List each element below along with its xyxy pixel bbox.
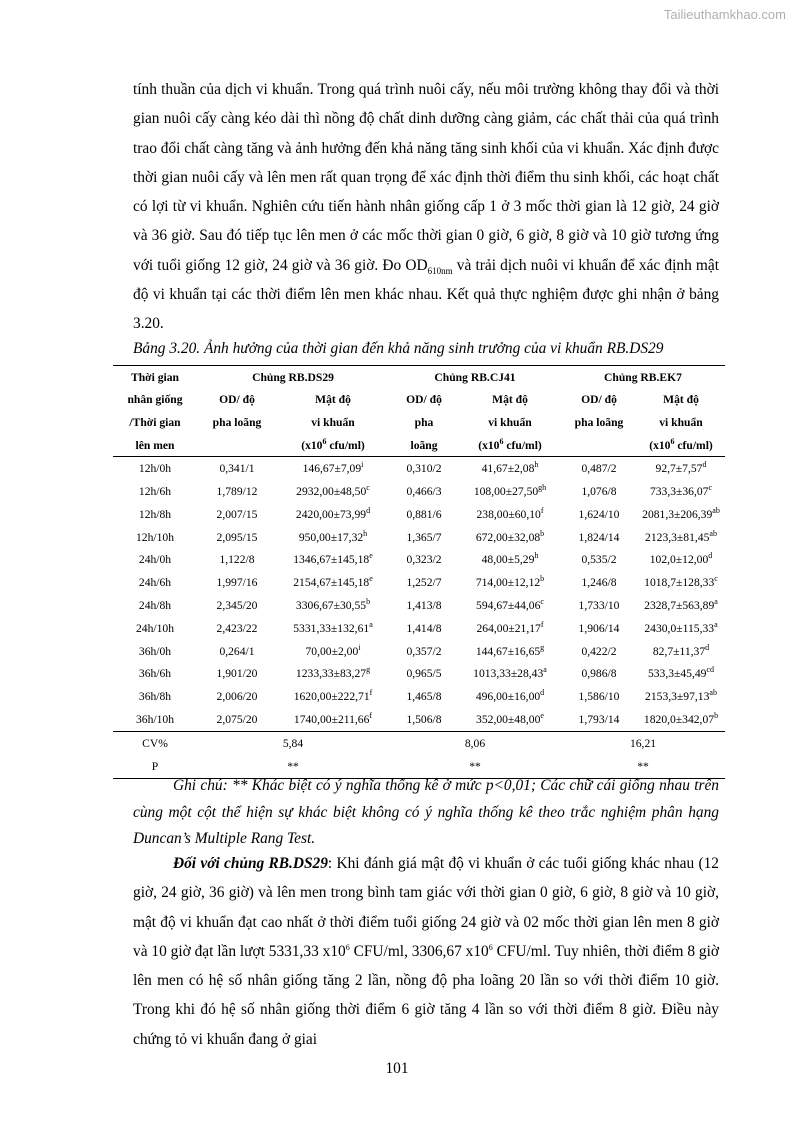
table-row [113, 663, 725, 686]
table-cell: 1,586/10 [578, 690, 620, 704]
table-cell: 1,624/10 [578, 507, 620, 521]
table-cell: 1820,0±342,07$^b$ [637, 708, 725, 731]
table-cell: 1,413/8 [406, 599, 442, 613]
table-cell: 82,7±11,37$^d$ [652, 642, 710, 658]
strain-header-cj41: Chủng RB.CJ41 [389, 366, 561, 389]
table-cell: 1740,00±211,66$^f$ [277, 708, 389, 731]
table-cell: 41,67±2,08$^h$ [481, 460, 539, 476]
ds29-paragraph: Đối với chủng RB.DS29: Khi đánh giá mật độ vi khuẩn ở các tuổi giống khác nhau (12 giờ, 24 giờ, 36 giờ) và lên men trong bình tam giác với thời gian 0 giờ, 6 giờ, 8 giờ và 10 giờ, mật độ vi khuẩn đạt cao nhất ở thời điểm tuổi giống 24 giờ và 02 mốc thời gian lên men 8 giờ và 10 giờ đạt lần lượt 5331,33 $x10^6$ CFU/ml, 3306,67 $x10^6$ CFU/ml. Tuy nhiên, thời điểm 8 giờ lên men có hệ số nhân giống tăng 2 lần, nồng độ pha loãng 20 lần so với thời điểm 10 giờ. Trong khi đó hệ số nhân giống thời điểm 6 giờ tăng 4 lần so với thời điểm 8 giờ. Điều này chứng tỏ vi khuẩn đang ở giai [133, 855, 719, 1048]
table-row [113, 685, 725, 708]
table-cell: 36h/6h [138, 667, 172, 681]
density-header-cj41: Mật độ [492, 393, 528, 407]
table-cell: 1,901/20 [216, 667, 258, 681]
table-cell: 2123,3±81,45$^{ab}$ [645, 528, 717, 544]
table-cell: 12h/8h [138, 507, 172, 521]
watermark: Tailieuthamkhao.com [663, 7, 786, 22]
strain-header-ek7: Chủng RB.EK7 [561, 366, 725, 389]
table-cell: 24h/10h [135, 621, 174, 635]
table-cell: 0,986/8 [581, 667, 617, 681]
table-cell: 0,357/2 [406, 644, 442, 658]
table-cell: 0,466/3 [406, 485, 442, 499]
table-cell: $70,00\pm 2,00^i$ [305, 642, 361, 658]
table-cell: 92,7±7,57$^d$ [655, 460, 707, 476]
table-cell: 1,789/12 [216, 485, 258, 499]
density-header-ds29: Mật độ [315, 393, 351, 407]
table-cell: 2,423/22 [216, 621, 258, 635]
table-cell: 0,535/2 [581, 553, 617, 567]
table-cell: 0,422/2 [581, 644, 617, 658]
table-cell: 264,00±21,17$^f$ [476, 619, 544, 635]
table-cell: 1,414/8 [406, 621, 442, 635]
table-note: Ghi chú: ** Khác biệt có ý nghĩa thống kê ở mức p<0,01; Các chữ cái giống nhau trên cùng một cột thể hiện sự khác biệt không có ý nghĩa thống kê theo trắc nghiệm phân hạng Duncan’s Multiple Rang Test. [133, 777, 719, 847]
page-number: 101 [385, 1060, 409, 1077]
table-cell: 1018,7±128,33$^c$ [644, 574, 718, 590]
table-cell: 1,824/14 [578, 530, 620, 544]
table-row [113, 457, 725, 480]
table-cell: 2,007/15 [216, 507, 258, 521]
table-cell: 1,365/7 [406, 530, 442, 544]
table-cell: 36h/0h [138, 644, 172, 658]
table-cell: 496,00±16,00$^d$ [475, 688, 545, 704]
table-row [113, 526, 725, 549]
table-cell: 0,881/6 [406, 507, 442, 521]
table-cell: 950,00±17,32$^h$ [298, 528, 368, 544]
table-cell: 2153,3±97,13$^{ab}$ [645, 688, 717, 704]
table-row [113, 617, 725, 640]
table-cell: 0,341/1 [219, 462, 255, 476]
table-row [113, 480, 725, 503]
table-cell: 1,465/8 [406, 690, 442, 704]
table-cell: 3306,67±30,55$^b$ [295, 597, 371, 613]
table-row [113, 571, 725, 594]
table-cell: 1,076/8 [581, 485, 617, 499]
table-cell: 1,246/8 [581, 576, 617, 590]
table-cell: 5331,33±132,61$^a$ [293, 619, 373, 635]
table-cell: 1233,33±83,27$^g$ [295, 665, 371, 681]
results-table: Thời gian Chủng RB.DS29 Chủng RB.CJ41 Chủng RB.EK7 nhân giống OD/ độ Mật độ OD/ độ Mật độ OD/ độ Mật độ /Thời gian pha loãng vi khuẩn pha vi khuẩn pha loãng vi khuẩn lên men ($x10^6$ cfu/ml) loãng ($x10^6$ cfu/ml) ($x10^6$ cfu/ml) 12h/0h 0,341/1 $146,67\pm 7,09^i$ 0,310/2 41,67±2,08$^h$ 0,487/2 92,7±7,57$^d$ 12h/6h 1,789/12 2932,00±48,50$^c$ 0,466/3 108,00±27,50$^{gh}$ 1,076/8 733,3±36,07$^c$ 12h/8h 2,007/15 2420,00±73,99$^d$ 0,881/6 238,00±60,10$^f$ 1,624/10 2081,3±206,39$^{ab}$ 12h/10h 2,095/15 950,00±17,32$^h$ 1,365/7 672,00±32,08$^b$ 1,824/14 2123,3±81,45$^{ab}$ 24h/0h 1,122/8 1346,67±145,18$^e$ 0,323/2 48,00±5,29$^h$ 0,535/2 102,0±12,00$^d$ 24h/6h 1,997/16 2154,67±145,18$^e$ 1,252/7 714,00±12,12$^b$ 1,246/8 1018,7±128,33$^c$ 24h/8h 2,345/20 3306,67±30,55$^b$ 1,413/8 594,67±44,06$^c$ 1,733/10 2328,7±563,89$^a$ 24h/10h 2,423/22 5331,33±132,61$^a$ 1,414/8 264,00±21,17$^f$ 1,906/14 2430,0±115,33$^a$ 36h/0h 0,264/1 $70,00\pm 2,00^i$ 0,357/2 144,67±16,65$^g$ 0,422/2 82,7±11,37$^d$ 36h/6h 1,901/20 1233,33±83,27$^g$ 0,965/5 1013,33±28,43$^a$ 0,986/8 533,3±45,49$^{cd}$ 36h/8h 2,006/20 1620,00±222,71$^f$ 1,465/8 496,00±16,00$^d$ 1,586/10 2153,3±97,13$^{ab}$ 36h/10h 2,075/20 1740,00±211,66$^f$ 1,506/8 352,00±48,00$^e$ 1,793/14 1820,0±342,07$^b$ CV% 5,84 8,06 16,21 P ** ** ** [113, 365, 725, 779]
table-cell: 352,00±48,00$^e$ [459, 708, 561, 731]
cv-row: CV% 5,84 8,06 16,21 [142, 736, 657, 750]
table-row [113, 549, 725, 572]
table-cell: 24h/6h [138, 576, 172, 590]
table-cell: 12h/0h [138, 462, 172, 476]
intro-paragraph: tính thuần của dịch vi khuẩn. Trong quá trình nuôi cấy, nếu môi trường không thay đổi và thời gian nuôi cấy càng kéo dài thì nồng độ chất dinh dưỡng càng giảm, các chất thải của quá trình trao đổi chất càng tăng và ảnh hưởng đến khả năng tăng sinh khối của vi khuẩn. Xác định được thời gian nuôi cấy và lên men rất quan trọng để xác định thời điểm thu sinh khối, các hoạt chất có lợi từ vi khuẩn. Nghiên cứu tiến hành nhân giống cấp 1 ở 3 mốc thời gian là 12 giờ, 24 giờ và 36 giờ. Sau đó tiếp tục lên men ở các mốc thời gian 0 giờ, 6 giờ, 8 giờ và 10 giờ tương ứng với tuổi giống 12 giờ, 24 giờ và 36 giờ. Đo $OD_{610nm}$ và trải dịch nuôi vi khuẩn để xác định mật độ vi khuẩn tại các thời điểm lên men khác nhau. Kết quả thực nghiệm được ghi nhận ở bảng 3.20. [133, 81, 720, 333]
table-cell: 108,00±27,50$^{gh}$ [473, 483, 547, 499]
table-cell: 0,487/2 [581, 462, 617, 476]
table-cell: 0,323/2 [406, 553, 442, 567]
od-header-ds29: OD/ độ [219, 393, 255, 407]
table-cell: 2154,67±145,18$^e$ [293, 574, 373, 590]
table-cell: 144,67±16,65$^g$ [475, 642, 545, 658]
table-cell: 238,00±60,10$^f$ [476, 506, 544, 521]
table-cell: 672,00±32,08$^b$ [475, 528, 545, 544]
table-cell: 1,906/14 [578, 621, 620, 635]
table-cell: 2,006/20 [216, 690, 258, 704]
table-cell: 24h/0h [138, 553, 172, 567]
table-cell: 733,3±36,07$^c$ [649, 483, 713, 499]
table-row [113, 503, 725, 526]
table-cell: 594,67±44,06$^c$ [476, 597, 544, 613]
density-header-ek7: Mật độ [663, 393, 699, 407]
table-cell: 102,0±12,00$^d$ [649, 551, 713, 567]
table-cell: 1013,33±28,43$^a$ [473, 665, 547, 681]
p-row: P ** ** ** [113, 755, 725, 778]
table-cell: 0,965/5 [406, 667, 442, 681]
table-caption: Bảng 3.20. Ảnh hưởng của thời gian đến khả năng sinh trưởng của vi khuẩn RB.DS29 [133, 340, 664, 357]
od-header-ek7: OD/ độ [581, 393, 617, 407]
table-cell: $146,67\pm 7,09^i$ [302, 460, 364, 476]
table-cell: 1,506/8 [389, 708, 459, 731]
table-cell: 2081,3±206,39$^{ab}$ [642, 506, 720, 521]
table-cell: 48,00±5,29$^h$ [481, 551, 539, 567]
table-row [113, 708, 725, 731]
table-row [113, 594, 725, 617]
table-cell: 533,3±45,49$^{cd}$ [647, 665, 715, 681]
table-cell: 2,075/20 [197, 708, 277, 731]
table-cell: 2,095/15 [216, 530, 258, 544]
table-cell: 2328,7±563,89$^a$ [644, 597, 718, 613]
table-cell: 1346,67±145,18$^e$ [293, 551, 373, 567]
table-cell: 1,733/10 [578, 599, 620, 613]
table-cell: 0,264/1 [219, 644, 255, 658]
table-cell: 714,00±12,12$^b$ [475, 574, 545, 590]
col-time-header: Thời gian [113, 366, 197, 389]
table-cell: 0,310/2 [406, 462, 442, 476]
table-cell: 1,252/7 [406, 576, 442, 590]
table-cell: 36h/8h [138, 690, 172, 704]
table-cell: 1,793/14 [561, 708, 637, 731]
table-cell: 2,345/20 [216, 599, 258, 613]
table-cell: 2430,0±115,33$^a$ [644, 619, 718, 635]
table-cell: 2932,00±48,50$^c$ [296, 483, 370, 499]
strain-header-ds29: Chủng RB.DS29 [197, 366, 389, 389]
table-cell: 2420,00±73,99$^d$ [295, 506, 371, 521]
table-cell: 1,122/8 [219, 553, 255, 567]
table-cell: 12h/10h [135, 530, 174, 544]
table-row [113, 640, 725, 663]
table-cell: 1620,00±222,71$^f$ [293, 688, 373, 704]
table-cell: 24h/8h [138, 599, 172, 613]
table-cell: 1,997/16 [216, 576, 258, 590]
od-header-cj41: OD/ độ [406, 393, 442, 407]
table-cell: 36h/10h [113, 708, 197, 731]
table-cell: 12h/6h [138, 485, 172, 499]
